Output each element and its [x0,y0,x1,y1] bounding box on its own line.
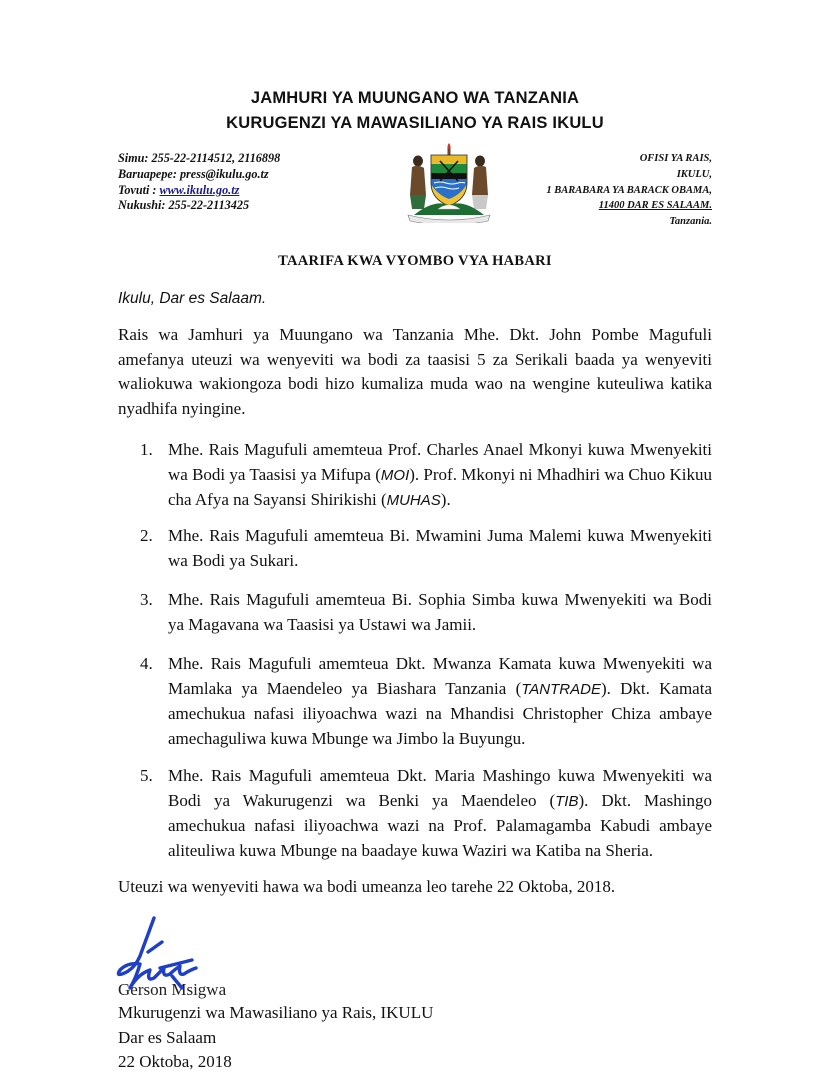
website-line [118,183,280,199]
item-acronym: TIB [555,792,579,810]
item-text [168,652,712,751]
list-item-5 [140,764,712,863]
item-text-part: ). Prof. Mkonyi ni Mhadhiri wa Chuo Kikuu cha Afya na Sayansi Shirikishi ( [168,464,712,509]
contact-left [118,151,280,214]
item-text-part: ). [440,490,451,509]
intro-paragraph: Rais wa Jamhuri ya Muungano wa Tanzania Mhe. Dkt. John Pombe Magufuli amefanya uteuzi wa wenyeviti wa bodi za taasisi 5 za Serikali baada ya wenyeviti waliokuwa wakiongoza bodi hizo kumaliza muda wao na wengine kuteuliwa katika nyadhifa nyingine. [118,325,712,418]
item-text-part: Mhe. Rais Magufuli amemteua Dkt. Maria Mashingo kuwa Mwenyekiti wa Bodi ya Wakurugenzi wa Benki ya Maendeleo ( [168,766,712,810]
signatory-city: Dar es Salaam [118,1027,217,1047]
item-text-part: Mhe. Rais Magufuli amemteua Prof. Charles Anael Mkonyi kuwa Mwenyekiti wa Bodi ya Taasisi ya Mifupa ( [168,440,712,484]
item-number: 3. [140,590,153,609]
item-number: 2. [140,526,153,545]
header-line-1: JAMHURI YA MUUNGANO WA TANZANIA [250,89,580,107]
header-line-2: KURUGENZI YA MAWASILIANO YA RAIS IKULU [226,114,604,132]
list-item-3 [140,588,712,637]
address-line-4: 11400 DAR ES SALAAM. [598,200,712,212]
address-line-2: IKULU, [676,168,712,180]
list-item-4 [140,652,712,751]
item-acronym: MOI [380,466,410,484]
contact-right [546,151,712,230]
item-text-part: ). Dkt. Mashingo amechukua nafasi iliyoachwa wazi na Prof. Palamagamba Kabudi ambaye aliteuliwa kuwa Mbunge na baadaye kuwa Waziri wa Katiba na Sheria. [168,790,712,860]
item-text [168,764,712,863]
item-text: Mhe. Rais Magufuli amemteua Bi. Mwamini Juma Malemi kuwa Mwenyekiti wa Bodi ya Sukari. [168,526,712,570]
signatory-name: Gerson Msigwa [118,980,227,999]
website-label: Tovuti : [118,182,160,197]
item-number: 5. [140,766,153,785]
item-text [168,438,712,514]
phone-line: Simu: 255-22-2114512, 2116898 [118,151,281,165]
signature-block [118,1001,433,1075]
signatory-role: Mkurugenzi wa Mawasiliano ya Rais, IKULU [118,1003,434,1022]
item-number: 1. [140,440,153,459]
signatory-date: 22 Oktoba, 2018 [118,1052,232,1071]
item-text-part: Mhe. Rais Magufuli amemteua Dkt. Mwanza Kamata kuwa Mwenyekiti wa Mamlaka ya Maendeleo ya Biashara Tanzania ( [168,654,712,698]
item-acronym: MUHAS [386,492,441,509]
handwritten-signature [110,912,210,1002]
item-number: 4. [140,654,153,673]
address-line-5: Tanzania. [669,216,712,228]
item-acronym: TANTRADE [521,680,601,698]
website-link[interactable]: www.ikulu.go.tz [159,182,240,197]
item-text: Mhe. Rais Magufuli amemteua Bi. Sophia Simba kuwa Mwenyekiti wa Bodi ya Magavana wa Taasisi ya Ustawi wa Jamii. [168,590,712,634]
coat-of-arms-icon [404,143,494,223]
address-line-1: OFISI YA RAIS, [639,153,712,164]
list-item-2 [140,524,712,573]
closing-paragraph: Uteuzi wa wenyeviti hawa wa bodi umeanza leo tarehe 22 Oktoba, 2018. [118,877,616,896]
address-line-3: 1 BARABARA YA BARACK OBAMA, [546,184,712,196]
document-title: TAARIFA KWA VYOMBO VYA HABARI [278,253,552,269]
email-line: Baruapepe: press@ikulu.go.tz [118,166,269,181]
dateline: Ikulu, Dar es Salaam. [118,290,267,307]
list-item-1 [140,438,712,514]
item-text-part: ). Dkt. Kamata amechukua nafasi iliyoachwa wazi na Mhandisi Christopher Chiza ambaye amechaguliwa kuwa Mbunge wa Jimbo la Buyungu. [168,678,712,748]
fax-line: Nukushi: 255-22-2113425 [118,198,250,213]
